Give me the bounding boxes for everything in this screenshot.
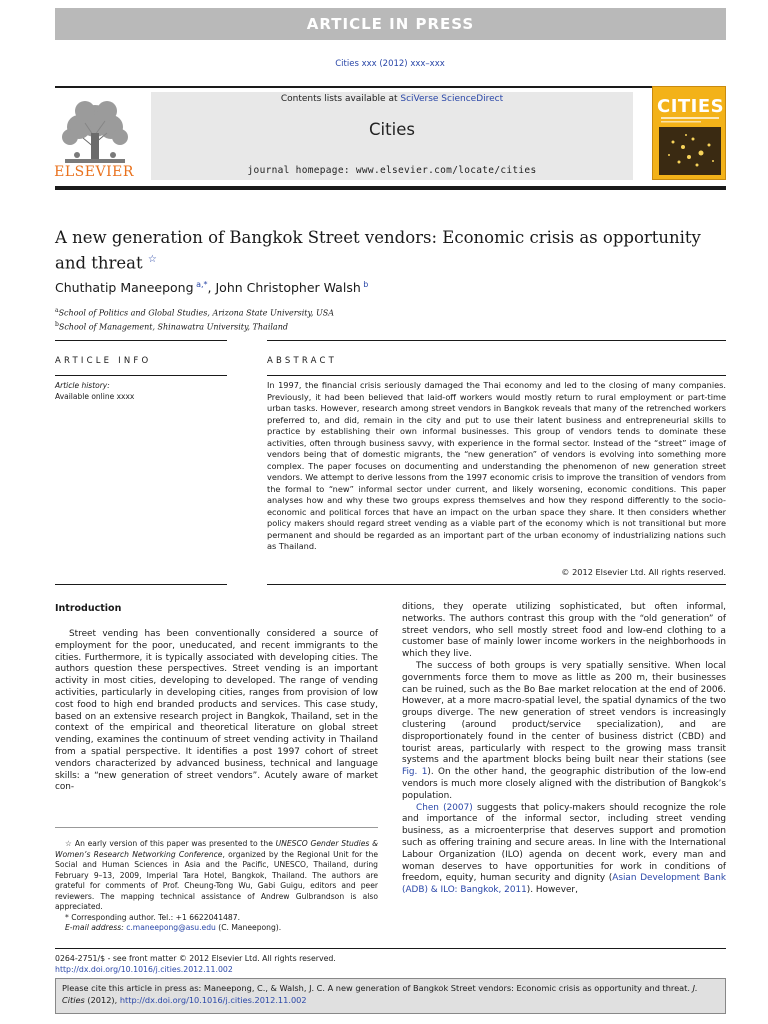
- sciencedirect-link[interactable]: SciVerse ScienceDirect: [400, 94, 504, 104]
- abstract-text: In 1997, the financial crisis seriously damaged the Thai economy and led to the closing of many companies. Previously, it had been believed that laid-off workers would mostly return to rural employment or part-time urban tasks. However, research among street vendors in Bangkok reveals that many of the retrenched workers preferred to, and did, remain in the city and put to use their latent business and entrepreneurial skills to practice by establishing their own informal businesses. This group of vendors tends to dominate these activities, often through business savvy, with experience in the formal sector. Instead of the “street” image of vendors being that of domestic migrants, the “new generation” of vendors is evolving into something more complex. The paper focuses on documenting and understanding the phenomenon of new generation street vendors. We attempt to derive lessons from the 1997 economic crisis to improve the transition of vendors from the formal to “new” informal sector under current, and likely worsening, economic conditions. This paper analyses how and why these two groups express themselves and how they respond differently to the socio-economic and political forces that have an impact on the urban space they share. It then considers whether policy makers should regard street vending as a viable part of the economy which is not transitional but more permanent and should be regarded as an important part of the urban economy of industrializing nations such as Thailand.: [267, 380, 726, 551]
- reference-link[interactable]: Asian Development Bank (ADB) & ILO: Bangkok, 2011: [402, 873, 726, 896]
- title-footnote-mark[interactable]: ☆: [147, 254, 157, 265]
- body-paragraph: Chen (2007) suggests that policy-makers should recognize the role and importance of the informal sector, including street vending business, as a microenterprise that deserves support and promotion such as offering training and secure areas. In line with the International Labour Organization (ILO) agenda on decent work, every man and woman deserves to have opportunities for work in conditions of freedom, equity, human security and dignity (Asian Development Bank (ADB) & ILO: Bangkok, 2011). However,: [402, 802, 726, 896]
- footnote: ☆ An early version of this paper was presented to the UNESCO Gender Studies & Women’s Research Networking Conference, organized by the Regional Unit for the Social and Human Sciences in Asia and the Pacific, UNESCO, Thailand, during February 9–13, 2009, Imperial Tara Hotel, Bangkok, Thailand. The authors are grateful for comments of Prof. Cheung-Tong Wu, Gabi Guigu, editors and peer reviewers. The mapping technical assistance of Andrew Gulbrandson is also appreciated.: [55, 839, 379, 911]
- author-affiliation-mark[interactable]: a,*: [196, 280, 208, 289]
- abstract-rule: [267, 340, 726, 341]
- page-bottom-rule: [55, 948, 726, 949]
- article-info-rule: [55, 584, 227, 585]
- body-column-right: [402, 602, 726, 897]
- author-affiliation-mark[interactable]: b: [363, 280, 369, 289]
- journal-homepage[interactable]: journal homepage: www.elsevier.com/locate/cities: [247, 165, 537, 176]
- affiliation: $^b$School of Management, Shinawatra University, Thailand: [55, 320, 288, 332]
- article-info-heading: ARTICLE INFO: [55, 356, 152, 366]
- article-history-value: Available online xxxx: [55, 392, 135, 401]
- body-paragraph: ditions, they operate utilizing sophisticated, but often informal, networks. The authors contrast this group with the “old generation” of street vendors, who sell mostly street food and low-end clothing to a customer base of mainly lower income workers in the neighborhoods in which they live.: [402, 602, 726, 660]
- body-paragraph: The success of both groups is very spatially sensitive. When local governments force them to move as little as 200 m, their businesses can be ruined, such as the Bo Bae market relocation at the end of 2006. However, at a more macro-spatial level, the spatial dynamics of the two groups diverge. The new generation of street vendors is increasingly clustering (around product/service specialization), and are disproportionately found in the center of business district (CBD) and tourist areas, particularly with respect to the growing mass transit systems and the apartment blocks being built near their stations (see Fig. 1). On the other hand, the geographic distribution of the low-end vendors is much more closely aligned with the distribution of Bangkok’s population.: [402, 660, 726, 801]
- contents-prefix: Contents lists available at: [280, 94, 401, 104]
- cite-doi-link[interactable]: http://dx.doi.org/10.1016/j.cities.2012.11.002: [119, 995, 307, 1005]
- article-title-text: A new generation of Bangkok Street vendors: Economic crisis as opportunity and threat: [55, 228, 701, 273]
- doi-link[interactable]: http://dx.doi.org/10.1016/j.cities.2012.11.002: [55, 965, 233, 974]
- reference-link[interactable]: Chen (2007): [416, 802, 473, 813]
- footnote: E-mail address: c.maneepong@asu.edu (C. Maneepong).: [65, 923, 282, 932]
- journal-name: Cities: [369, 120, 415, 139]
- article-title: [55, 227, 705, 275]
- journal-citation-line[interactable]: Cities xxx (2012) xxx–xxx: [335, 59, 445, 69]
- affiliations: [55, 305, 705, 332]
- affiliation: $^a$School of Politics and Global Studies, Arizona State University, USA: [55, 307, 335, 318]
- abstract-rule: [267, 375, 726, 376]
- body-paragraph: Street vending has been conventionally considered a source of employment for the poor, uneducated, and recent immigrants to the cities. Furthermore, it is typically associated with developing cities. The authors question these perspectives. Street vending is an important activity in most cities, developing to developed. The range of vending activities, particularly in developing cities, ranges from provision of low cost food to high end branded products and services. This case study, based on an extensive research project in Bangkok, Thailand, set in the context of the empirical and theoretical literature on global street vending, examines the continuum of street vending activity in Thailand from a spatial perspective. It identifies a post 1997 cohort of street vendors characterized by advanced business, technical and language skills: a “new generation of street vendors”. Acutely aware of market con-: [55, 629, 378, 793]
- footnotes: [55, 839, 378, 934]
- footnote-rule: [55, 827, 378, 828]
- contents-available-line: [151, 94, 633, 104]
- author-name: John Christopher Walsh: [215, 280, 361, 296]
- article-info-rule: [55, 340, 227, 341]
- author-name: Chuthatip Maneepong: [55, 280, 194, 296]
- author-list: [55, 280, 705, 295]
- abstract-rule: [267, 584, 726, 585]
- abstract-copyright: © 2012 Elsevier Ltd. All rights reserved.: [561, 567, 726, 577]
- article-in-press-banner: ARTICLE IN PRESS: [55, 8, 726, 40]
- figure-link[interactable]: Fig. 1: [402, 767, 428, 778]
- article-history-label: Article history:: [55, 381, 110, 390]
- elsevier-wordmark: ELSEVIER: [54, 164, 134, 180]
- masthead-bottom-rule: [55, 186, 726, 190]
- issn-line: 0264-2751/$ - see front matter © 2012 Elsevier Ltd. All rights reserved.: [55, 954, 336, 963]
- cite-this-article-box: Please cite this article in press as: Maneepong, C., & Walsh, J. C. A new generation of Bangkok Street vendors: Economic crisis as opportunity and threat. J. Cities (2012), http://dx.doi.org/10.1016/j.cities.2012.11.002: [55, 978, 726, 1014]
- cover-title: CITIES: [657, 96, 725, 117]
- author-separator: ,: [207, 280, 216, 296]
- abstract-heading: ABSTRACT: [267, 356, 338, 366]
- masthead-top-rule: [55, 86, 726, 88]
- email-link[interactable]: c.maneepong@asu.edu: [126, 923, 216, 932]
- introduction-heading: Introduction: [55, 603, 122, 614]
- footnote: * Corresponding author. Tel.: +1 6622041487.: [65, 912, 240, 922]
- article-info-rule: [55, 375, 227, 376]
- front-matter-info: [55, 953, 336, 975]
